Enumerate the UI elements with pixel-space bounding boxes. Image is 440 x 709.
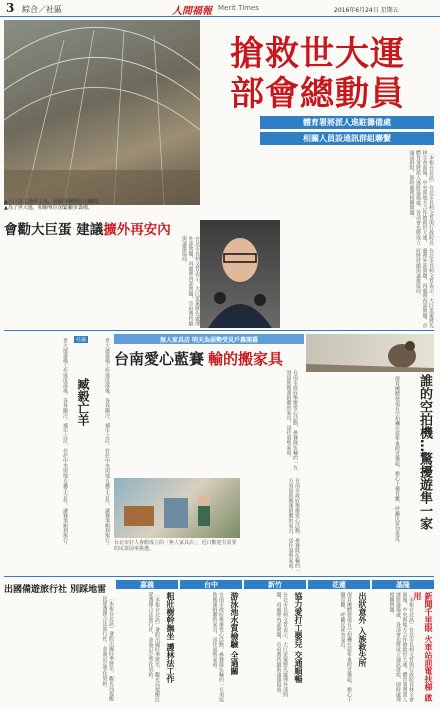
lead-photo-caption-1: ▲大巨蛋工地停工後，場館外鋼構日久鏽蝕。 bbox=[4, 199, 103, 205]
welfare-body-text-2: 台南市政府舉辦愛心活動，參賽隊伍輸的一方須協助搬運捐贈的家具，送往弱勢家庭。 bbox=[287, 478, 300, 573]
region-headline-hsinchu: 協力愛打工嬰兒 交通順暢 bbox=[294, 592, 303, 683]
region-body-hualien: 保育團體發現有空拍機在遊隼巢附近盤旋，擔心干擾育雛，呼籲民眾勿靠近。 bbox=[339, 592, 352, 702]
page-header bbox=[0, 0, 440, 17]
lead-subhead-2: 相關人員設通訊群組聯繫 bbox=[260, 132, 434, 145]
welfare-kicker: 無人家具店 明天為弱勢受災戶募開幕 bbox=[114, 334, 304, 344]
dome-headline-plain: 會勸大巨蛋 建議 bbox=[4, 222, 104, 238]
lead-photo-caption-2: ▲為了世大運，相關單位加緊腳步籌備。 bbox=[4, 205, 93, 211]
brand-logo: 人間福報 bbox=[172, 6, 212, 17]
lead-body-text: 〔本報台北訊〕台北市長柯文哲與行政院長林全會面後，中央與地方合作搶救世大運，體育署將派人進駐籌備處，各部會也將成立通訊群組，即時處理相關問題。 bbox=[408, 150, 434, 245]
lead-headline-1: 搶救世大運 bbox=[230, 34, 405, 74]
region-body-chiayi: 〔本報台北訊〕暑假出國旺季將至，觀光局提醒民眾選擇合法旅行社，並簽訂定型化契約。 bbox=[147, 592, 160, 702]
falcon-photo bbox=[306, 334, 434, 372]
dome-headline bbox=[4, 218, 171, 238]
region-headline-keelung: 新聞千里眼 火車站前電扶梯 啟用 bbox=[413, 592, 433, 702]
furniture-illustration bbox=[114, 478, 240, 538]
welfare-headline-plain: 台南愛心藍賽 bbox=[114, 350, 205, 368]
lead-headline-2: 部會總動員 bbox=[230, 74, 405, 114]
lead-subhead-1: 體育署將派人進駐籌備處 bbox=[260, 116, 434, 129]
travel-body-text: 〔本報台北訊〕暑假出國旺季將至，觀光局提醒民眾選擇合法旅行社，並簽訂定型化契約。 bbox=[101, 596, 114, 701]
dome-headline-red: 擴外再安內 bbox=[103, 222, 171, 238]
welfare-headline-red: 輸的搬家具 bbox=[208, 350, 284, 368]
column-body-text: 世大運籌備工作進度落後，各界關注。補牢之計，在於中央與地方攜手合作，讓賽事順利舉行。 bbox=[62, 338, 68, 548]
section-name: 綜合／社區 bbox=[22, 5, 62, 14]
dome-structure-illustration bbox=[4, 20, 200, 205]
region-headline-chiayi: 粗壯樹幹撫坐 護林法工作 bbox=[166, 592, 175, 683]
welfare-body-text: 台南市政府舉辦愛心活動，參賽隊伍輸的一方須協助搬運捐贈的家具，送往弱勢家庭。 bbox=[285, 370, 298, 470]
region-body-taichung: 台南市政府舉辦愛心活動，參賽隊伍輸的一方須協助搬運捐贈的家具，送往弱勢家庭。 bbox=[211, 592, 224, 702]
region-header-hsinchu: 新竹 bbox=[244, 580, 306, 589]
aerial-headline: 誰的空拍機…驚擾遊隼一家 bbox=[417, 374, 432, 530]
region-headline-taichung: 游泳池水質檢驗 全過關 bbox=[230, 592, 239, 675]
aerial-body-text: 保育團體發現有空拍機在遊隼巢附近盤旋，擔心干擾育雛，呼籲民眾勿靠近。 bbox=[394, 376, 400, 546]
falcon-illustration bbox=[306, 334, 434, 372]
page-number: 3 bbox=[6, 1, 15, 15]
issue-date: 2016年6月24日 星期五 bbox=[334, 7, 399, 14]
dome-body-text: 台北市長柯文哲表示，大巨蛋案將先處理外部問題，再處理內部問題，市府將持續與遠雄協商。 bbox=[181, 236, 200, 326]
lead-photo bbox=[4, 20, 200, 205]
section-divider bbox=[4, 330, 434, 331]
person-illustration bbox=[200, 220, 280, 328]
region-body-hsinchu: 台北市長柯文哲表示，大巨蛋案將先處理外部問題，再處理內部問題，市府將持續與遠雄協商。 bbox=[275, 592, 288, 697]
column-title: 臧毅亡羊 bbox=[76, 378, 90, 426]
welfare-photo-caption: 台北市好人會館成立的「無人家具店」，近日歡迎有需要的民眾前來挑選。 bbox=[114, 540, 237, 552]
dome-body-text-2: 台北市長柯文哲表示，大巨蛋案將先處理外部問題，再處理內部問題，市府將持續與遠雄協商。 bbox=[415, 248, 434, 328]
bottom-divider bbox=[4, 576, 434, 577]
column-body-text-2: 世大運籌備工作進度落後，各界關注。補牢之計，在於中央與地方攜手合作，讓賽事順利舉行。 bbox=[104, 338, 110, 548]
regional-news bbox=[116, 580, 434, 706]
region-header-keelung: 基隆 bbox=[372, 580, 434, 589]
welfare-headline bbox=[114, 348, 283, 369]
brand-english: Merit Times bbox=[218, 4, 259, 12]
region-body-keelung: 〔本報台北訊〕台北市長柯文哲與行政院長林全會面後，中央與地方合作搶救世大運，體育署將派人進駐籌備處，各部會也將成立通訊群組，即時處理相關問題。 bbox=[388, 592, 414, 702]
region-header-chiayi: 嘉義 bbox=[116, 580, 178, 589]
welfare-photo bbox=[114, 478, 240, 538]
region-header-taichung: 台中 bbox=[180, 580, 242, 589]
region-headline-hualien: 出狀意外 入族救失所 bbox=[358, 592, 367, 667]
column-label: 社論 bbox=[76, 337, 87, 343]
travel-headline: 出國備遊旅行社 別踩地雷 bbox=[4, 585, 107, 595]
region-header-hualien: 花蓮 bbox=[308, 580, 370, 589]
mayor-photo bbox=[200, 220, 280, 328]
